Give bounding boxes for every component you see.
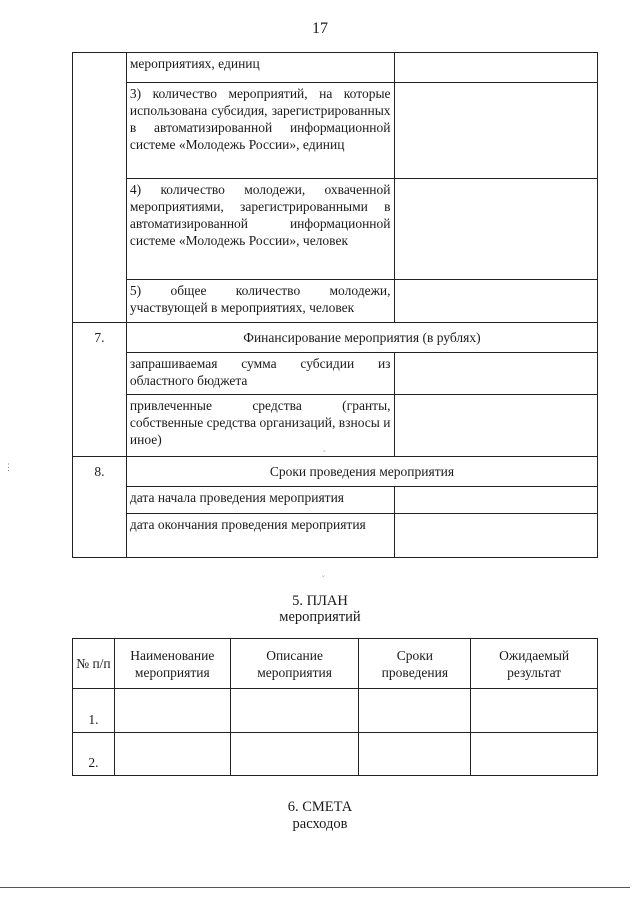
page-bottom-rule	[0, 887, 630, 888]
application-form-table	[72, 52, 598, 558]
table-row	[73, 395, 598, 457]
column-header: Ожидаемый результат	[471, 639, 598, 689]
indicator-label: дата окончания проведения мероприятия	[126, 514, 394, 558]
row-number: 2.	[73, 733, 115, 776]
section-number: 8.	[73, 457, 127, 558]
section-heading: Финансирование мероприятия (в рублях)	[126, 323, 597, 353]
table-row	[73, 280, 598, 323]
column-header: № п/п	[73, 639, 115, 689]
plan-subtitle: мероприятий	[279, 609, 361, 625]
section-heading-row	[73, 323, 598, 353]
table-cell[interactable]	[230, 733, 359, 776]
row-number-cell	[73, 280, 127, 323]
table-cell[interactable]	[114, 689, 230, 733]
value-cell[interactable]	[394, 514, 597, 558]
row-number-cell	[73, 179, 127, 280]
value-cell[interactable]	[394, 395, 597, 457]
table-cell[interactable]	[230, 689, 359, 733]
indicator-label: привлеченные средства (гранты, собственные средства организаций, взносы и иное)	[126, 395, 394, 457]
table-row	[73, 733, 598, 776]
section-heading: Сроки проведения мероприятия	[126, 457, 597, 487]
budget-title: 6. СМЕТА	[287, 799, 353, 815]
page-number: 17	[312, 20, 328, 37]
indicator-label: 3) количество мероприятий, на которые использована субсидия, зарегистрированных в автоматизированной информационной системе «Молодежь России», единиц	[126, 83, 394, 179]
indicator-label: запрашиваемая сумма субсидии из областного бюджета	[126, 353, 394, 395]
section-heading-row	[73, 457, 598, 487]
scan-artifact: ˜	[323, 449, 326, 458]
plan-title: 5. ПЛАН	[292, 593, 348, 609]
table-row	[73, 689, 598, 733]
table-cell[interactable]	[471, 733, 598, 776]
section-number: 7.	[73, 323, 127, 457]
table-row	[73, 487, 598, 514]
column-header: Сроки проведения	[359, 639, 471, 689]
table-cell[interactable]	[359, 689, 471, 733]
scan-artifact: ⋮	[4, 462, 13, 472]
row-number-cell	[73, 83, 127, 179]
row-number-cell	[73, 53, 127, 83]
plan-table	[72, 638, 598, 776]
indicator-label: 5) общее количество молодежи, участвующей в мероприятиях, человек	[126, 280, 394, 323]
value-cell[interactable]	[394, 53, 597, 83]
indicator-label: дата начала проведения мероприятия	[126, 487, 394, 514]
table-row	[73, 53, 598, 83]
scan-artifact: ˘	[322, 574, 325, 583]
value-cell[interactable]	[394, 83, 597, 179]
table-row	[73, 83, 598, 179]
value-cell[interactable]	[394, 179, 597, 280]
budget-subtitle: расходов	[292, 816, 348, 832]
row-number: 1.	[73, 689, 115, 733]
column-header: Описание мероприятия	[230, 639, 359, 689]
value-cell[interactable]	[394, 280, 597, 323]
column-header: Наименование мероприятия	[114, 639, 230, 689]
table-row	[73, 514, 598, 558]
value-cell[interactable]	[394, 487, 597, 514]
table-cell[interactable]	[471, 689, 598, 733]
indicator-label: 4) количество молодежи, охваченной мероприятиями, зарегистрированными в автоматизированной информационной системе «Молодежь России», человек	[126, 179, 394, 280]
table-header-row	[73, 639, 598, 689]
table-cell[interactable]	[359, 733, 471, 776]
table-row	[73, 353, 598, 395]
table-cell[interactable]	[114, 733, 230, 776]
value-cell[interactable]	[394, 353, 597, 395]
indicator-label: мероприятиях, единиц	[126, 53, 394, 83]
table-row	[73, 179, 598, 280]
